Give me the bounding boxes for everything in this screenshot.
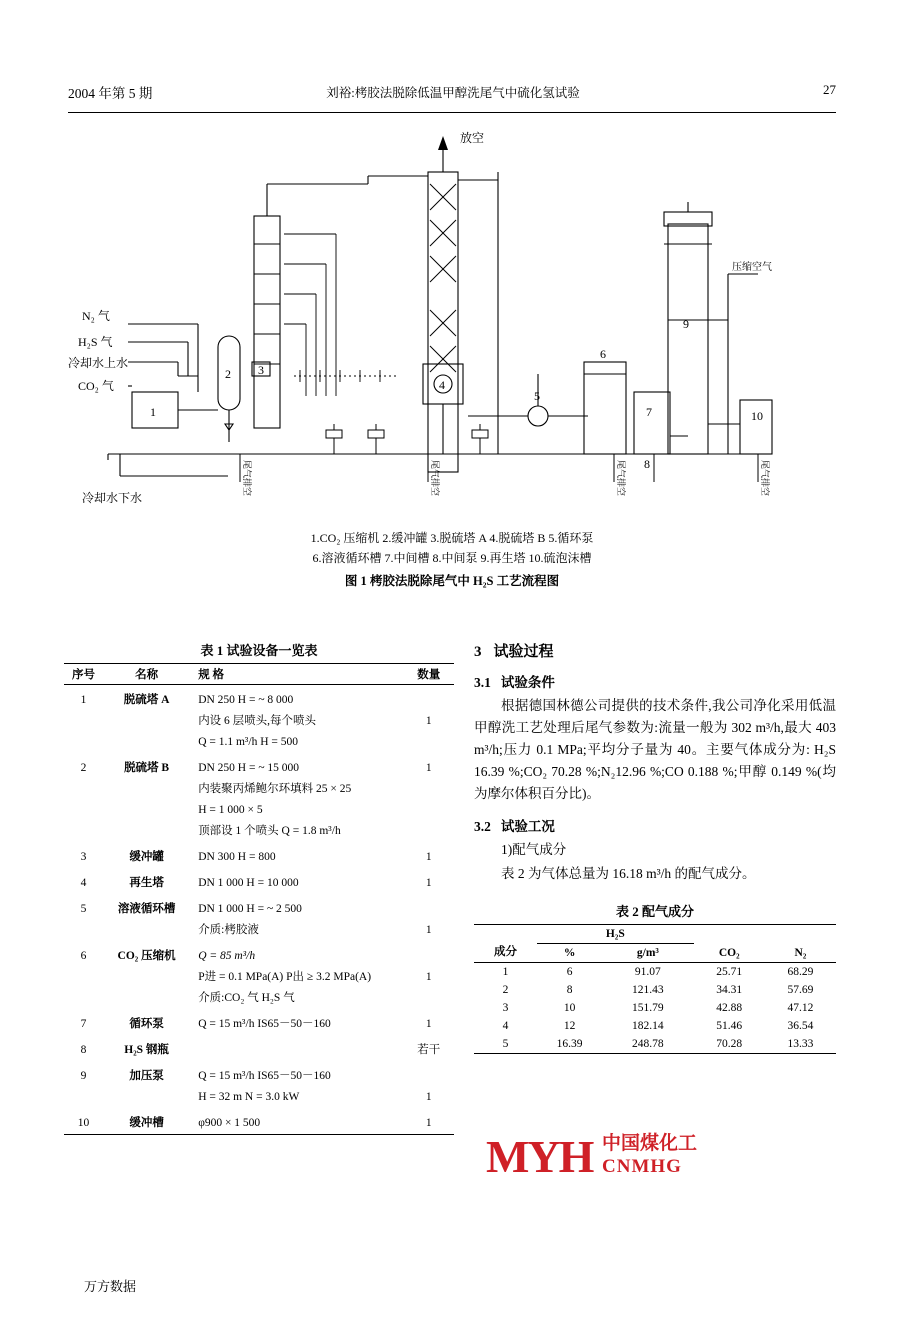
t2-h2s-pct: 8 [566,984,573,996]
t2-co2: 70.28 [716,1038,743,1050]
figure-caption [68,528,836,591]
t1-spec: Q = 15 m³/h IS65－50－160 [198,1070,331,1082]
t1-name: 缓冲槽 [129,1117,164,1129]
t1-name: 再生塔 [129,877,164,889]
paragraph-gas-mix-2: 表 2 为气体总量为 16.18 m³/h 的配气成分。 [501,866,756,881]
subsection-number: 3.2 [474,819,491,834]
t1-spec: DN 1 000 H = ~ 2 500 [198,903,302,915]
label-tailgas-2: 尾气排空 [430,460,440,497]
t1-spec: Q = 85 m³/h [198,950,256,962]
t1-col-seq: 序号 [72,669,95,681]
figure-legend-line1: 1.CO₂ 压缩机 2.缓冲罐 3.脱硫塔 A 4.脱硫塔 B 5.循环泵 [310,531,594,545]
t2-group-h2s: H₂S [537,925,694,944]
table-row-cont [64,988,454,1009]
t2-id: 2 [502,984,509,996]
t1-spec: 介质:栲胶液 [198,924,259,936]
t2-h2s-pct: 12 [563,1020,576,1032]
t1-spec: 介质:CO₂ 气 H₂S 气 [198,992,295,1004]
subsection-title: 试验条件 [500,675,555,690]
label-n2: N₂ 气 [82,309,110,323]
t1-seq: 7 [80,1018,87,1030]
t1-spec: Q = 15 m³/h IS65－50－160 [198,1018,331,1030]
page-number: 27 [823,82,836,97]
table-row-cont [64,711,454,732]
t2-col-co2: CO₂ [694,925,765,963]
t1-qty: 1 [425,971,432,983]
t1-name: 脱硫塔 B [124,762,170,774]
t2-h2s-pct: 6 [566,966,573,978]
subsection-heading-32 [474,815,836,835]
table-row [474,1035,836,1054]
t2-n2: 47.12 [787,1002,814,1014]
table-row-cont [64,800,454,821]
logo-monogram: MYH [486,1131,593,1182]
footer-source: 万方数据 [84,1279,137,1294]
paragraph-gas-mix-1: 1)配气成分 [501,842,567,857]
t1-spec: 内设 6 层喷头,每个喷头 [198,715,317,727]
num-1: 1 [150,405,156,419]
logo-chinese-name: 中国煤化工 [602,1133,698,1154]
figure-legend-line2: 6.溶液循环槽 7.中间槽 8.中间泵 9.再生塔 10.硫泡沫槽 [312,551,592,565]
label-tailgas-3: 尾气排空 [616,460,626,497]
t1-qty: 1 [425,715,432,727]
table-row [64,868,454,894]
num-10: 10 [751,409,763,423]
num-5: 5 [534,389,540,403]
t2-n2: 36.54 [787,1020,814,1032]
num-4: 4 [439,378,445,392]
t2-n2: 68.29 [787,966,814,978]
subsection-number: 3.1 [474,675,491,690]
table-row [474,999,836,1017]
header-rule [68,112,836,113]
t1-seq: 8 [80,1044,87,1056]
t1-col-qty: 数量 [417,669,441,681]
t2-h2s-gm3: 91.07 [634,966,661,978]
article-running-title: 刘裕:栲胶法脱除低温甲醇洗尾气中硫化氢试验 [326,86,580,100]
t2-co2: 34.31 [716,984,743,996]
t1-col-name: 名称 [135,669,159,681]
t2-h2s-gm3: 182.14 [632,1020,664,1032]
t1-qty [404,1061,454,1087]
right-column [474,640,836,1054]
table-row [64,894,454,920]
t2-id: 1 [502,966,509,978]
t2-n2: 13.33 [787,1038,814,1050]
t2-co2: 42.88 [716,1002,743,1014]
t1-seq: 10 [77,1117,90,1129]
table2-title: 表 2 配气成分 [615,904,694,919]
t2-col-n2: N₂ [765,925,836,963]
t1-spec: Q = 1.1 m³/h H = 500 [198,736,298,748]
table-row-cont [64,967,454,988]
issue-label: 2004 年第 5 期 [68,86,153,101]
t1-name: 脱硫塔 A [123,694,170,706]
t1-qty [404,894,454,920]
label-tailgas-4: 尾气排空 [760,460,770,497]
t1-seq: 4 [80,877,87,889]
t1-qty: 1 [425,851,432,863]
num-3: 3 [258,363,264,377]
t2-col-h2s-gm3: g/m³ [636,947,659,959]
t1-spec [190,1035,403,1061]
t1-spec: DN 1 000 H = 10 000 [198,877,299,889]
t2-id: 5 [502,1038,509,1050]
t1-qty: 1 [425,924,432,936]
t1-col-spec: 规 格 [198,669,225,681]
num-6: 6 [600,347,606,361]
t1-seq: 9 [80,1070,87,1082]
t1-spec: P进 = 0.1 MPa(A) P出 ≥ 3.2 MPa(A) [198,971,372,983]
t1-qty: 1 [425,762,432,774]
table-row [64,1035,454,1061]
table1-title: 表 1 试验设备一览表 [200,643,318,658]
logo-english-name: CNMHG [602,1156,682,1177]
t2-col-h2s-pct: % [563,947,576,959]
t1-name: CO₂ 压缩机 [117,950,176,962]
label-co2: CO₂ 气 [78,379,114,393]
t1-seq: 6 [80,950,87,962]
table-row-cont [64,821,454,842]
num-7: 7 [646,405,652,419]
paragraph-test-conditions: 根据德国林德公司提供的技术条件,我公司净化采用低温甲醇洗工艺处理后尾气参数为:流量一般为 302 m³/h,最大 403 m³/h;压力 0.1 MPa;平均分子量为 40。主要气体成分为: H₂S 16.39 %;CO₂ 70.28 %;N₂12.96 %;CO 0.188 %;甲醇 0.149 %(均为摩尔体积百分比)。 [474,698,836,801]
t1-spec: φ900 × 1 500 [198,1117,261,1129]
t2-h2s-pct: 16.39 [556,1038,583,1050]
t2-h2s-gm3: 248.78 [632,1038,664,1050]
t1-spec: H = 32 m N = 3.0 kW [198,1091,300,1103]
t1-name: H₂S 钢瓶 [124,1044,169,1056]
label-compressed-air: 压缩空气 [732,262,772,273]
num-8: 8 [644,457,650,471]
label-cooling-water-in: 冷却水上水 [68,356,129,370]
table-row [64,1009,454,1035]
t1-seq: 1 [80,694,87,706]
t2-col-component: 成分 [474,925,537,963]
table-row [64,1108,454,1135]
t2-h2s-gm3: 151.79 [632,1002,664,1014]
num-9: 9 [683,317,689,331]
section-heading-3 [474,640,836,661]
t1-spec: H = 1 000 × 5 [198,804,263,816]
cnmhg-logo [486,1130,716,1186]
table-row [64,685,454,712]
label-h2s: H₂S 气 [78,335,113,349]
t2-id: 3 [502,1002,509,1014]
t1-seq: 3 [80,851,87,863]
t1-qty: 1 [425,1117,432,1129]
t2-n2: 57.69 [787,984,814,996]
t1-name: 循环泵 [129,1018,164,1030]
running-head [68,80,836,108]
section-number: 3 [474,644,482,660]
table-row-cont [64,920,454,941]
t1-seq: 5 [80,903,87,915]
subsection-title: 试验工况 [500,819,555,834]
table-row [64,941,454,967]
table-row [474,963,836,982]
t2-co2: 25.71 [716,966,743,978]
t2-id: 4 [502,1020,509,1032]
figure-title: 图 1 栲胶法脱除尾气中 H₂S 工艺流程图 [344,574,560,588]
t1-spec: DN 250 H = ~ 15 000 [198,762,300,774]
t1-spec: 内装聚丙烯鲍尔环填料 25 × 25 [198,783,352,795]
t1-qty: 若干 [417,1044,441,1056]
subsection-heading-31 [474,671,836,691]
table-row-cont [64,732,454,753]
left-column [64,640,454,1135]
table-row [64,753,454,779]
t1-spec: 顶部设 1 个喷头 Q = 1.8 m³/h [198,825,341,837]
num-2: 2 [225,367,231,381]
t1-qty [404,941,454,967]
table-row [474,981,836,999]
t1-qty [404,685,454,712]
t2-h2s-gm3: 121.43 [632,984,664,996]
table-row-cont [64,1087,454,1108]
t1-name: 溶液循环槽 [117,903,176,915]
t1-spec: DN 300 H = 800 [198,851,276,863]
table-gas-composition [474,924,836,1054]
t1-qty: 1 [425,1018,432,1030]
label-cooling-water-out: 冷却水下水 [82,491,143,505]
table-row [64,1061,454,1087]
t1-name: 缓冲罐 [129,851,164,863]
table-equipment-list [64,663,454,1135]
table-row-cont [64,779,454,800]
t1-spec: DN 250 H = ~ 8 000 [198,694,294,706]
t1-qty: 1 [425,1091,432,1103]
t2-co2: 51.46 [716,1020,743,1032]
section-title: 试验过程 [493,644,554,660]
t1-seq: 2 [80,762,87,774]
t1-name: 加压泵 [129,1070,164,1082]
label-vent: 放空 [460,131,485,145]
label-tailgas-1: 尾气排空 [242,460,252,497]
table-row [474,1017,836,1035]
table-row [64,842,454,868]
t2-h2s-pct: 10 [563,1002,576,1014]
t1-qty: 1 [425,877,432,889]
